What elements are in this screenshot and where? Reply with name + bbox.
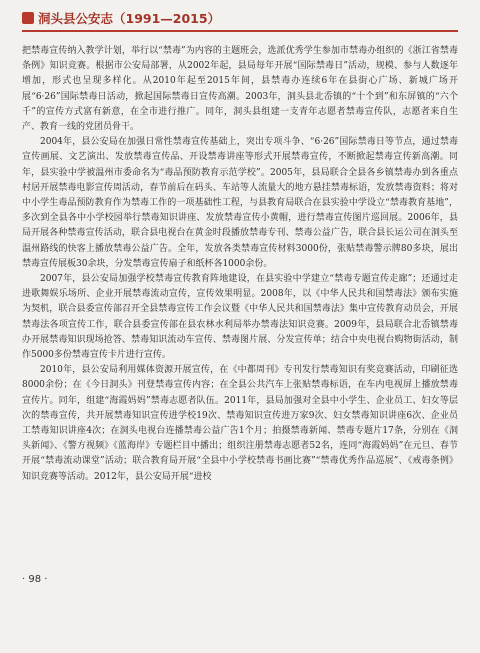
header-rule [22,30,458,32]
header-bullet-icon [22,12,34,24]
paragraph-2004: 2004年，县公安局在加强日常性禁毒宣传基础上，突出专项斗争、“6·26”国际禁毒日等节点，通过禁毒宣传画展、文艺演出、发放禁毒宣传品、开设禁毒讲座等形式开展禁毒宣传，不断掀起禁毒宣传新高潮。同年，县实验中学被温州市委命名为“毒品预防教育示范学校”。2005年，县局联合全县各乡镇禁毒办到各重点村居开展禁毒电影宣传周活动，春节前后在码头、车站等人流量大的地方悬挂禁毒标语，发放禁毒资料；将对中小学生毒品预防教育作为禁毒工作的一项基础性工程，与县教育局联合在县实验中学设立“禁毒教育基地”，多次到全县各中小学校园举行禁毒知识讲座、发放禁毒宣传小黄帽，进行禁毒宣传图片巡回展。2006年，县局开展各种禁毒宣传活动，联合县电视台在黄金时段播放禁毒专刊、禁毒公益广告，联合县长运公司在洞头至温州路线的快客上播放禁毒公益广告。全年，发放各类禁毒宣传材料3000份，张贴禁毒警示牌80多块，展出禁毒宣传展板30余块，分发禁毒宣传扇子和纸杯各1000余份。 [22,137,458,269]
running-header [22,8,458,32]
paragraph-2010: 2010年，县公安局利用媒体资源开展宣传，在《中都周刊》专刊发行禁毒知识有奖竞赛活动，印刷征选8000余份；在《今日洞头》刊登禁毒宣传内容；在全县公共汽车上张贴禁毒标语，在车内电视屏上播放禁毒宣传片。同年，组建“海霞妈妈”禁毒志愿者队伍。2011年，县局加强对全县中小学生、企业员工、妇女等层次的禁毒宣传，共开展禁毒知识宣传进学校19次、禁毒知识宣传进万家9次、妇女禁毒知识讲座6次、企业员工禁毒知识讲座4次；在洞头电视台连播禁毒公益广告1个月；拍摄禁毒新闻、禁毒专题片17条，分别在《洞头新闻》、《警方视频》《蓝海岸》专题栏目中播出；组织注册禁毒志愿者52名，连同“海霞妈妈”在元旦、春节开展“禁毒流动课堂”活动；联合教育局开展“全县中小学校禁毒书画比赛”“禁毒优秀作品巡展”、《戒毒条例》知识竞赛等活动。2012年，县公安局开展“进校 [22,365,458,482]
body-text [22,44,458,485]
paragraph-continuation: 把禁毒宣传纳入教学计划，举行以“禁毒”为内容的主题班会，选派优秀学生参加市禁毒办组织的《浙江省禁毒条例》知识竞赛。根据市公安局部署，从2002年起，县局每年开展“国际禁毒日”活动，规模、参与人数逐年增加，形式也呈现多样化。从2010年起至2015年间，县禁毒办连续6年在县街心广场、新城广场开展“6·26”国际禁毒日活动，掀起国际禁毒日宣传高潮。2003年，洞头县北岙镇的“十个到”和东屏镇的“六个千”的宣传方式富有新意，在全市进行推广。同年，洞头县组建一支青年志愿者禁毒宣传队，志愿者来自生产、教育一线的党团员骨干。 [22,46,458,133]
page-number: · 98 · [22,574,48,585]
paragraph-2007: 2007年，县公安局加强学校禁毒宣传教育阵地建设，在县实验中学建立“禁毒专题宣传走廊”；还通过走进歌舞娱乐场所、企业开展禁毒流动宣传，宣传效果明显。2008年，以《中华人民共和国禁毒法》颁布实施为契机，联合县委宣传部召开全县禁毒宣传工作会议暨《中华人民共和国禁毒法》集中宣传教育动员会，开展禁毒法各项宣传工作，联合县委宣传部在县农林水利局举办禁毒法知识竞赛。2009年，县局联合北岙镇禁毒办开展禁毒知识现场抢答、禁毒知识流动车宣传、禁毒图片展、分发宣传单；结合中央电视台购物街活动，制作5000多份禁毒宣传卡片进行宣传。 [22,274,458,361]
book-title: 洞头县公安志（1991—2015） [38,11,221,26]
